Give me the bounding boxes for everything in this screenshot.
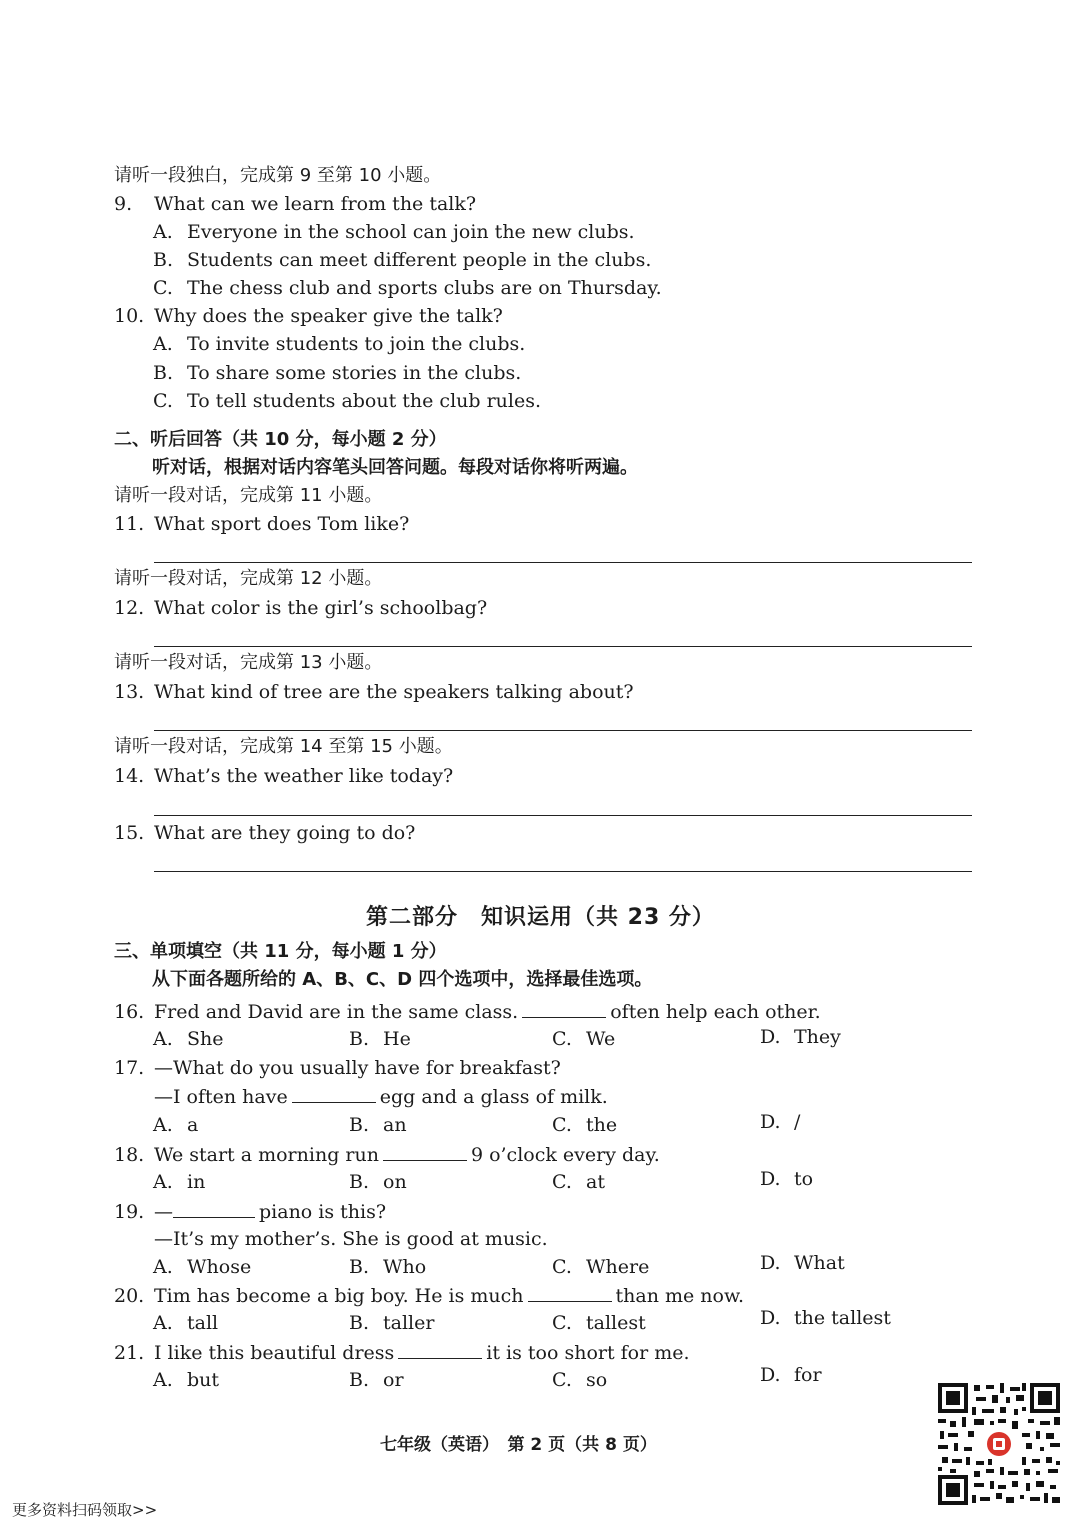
option-17a: A. a [153,1114,199,1136]
instruction-14-15: 请听一段对话，完成第 14 至第 15 小题。 [114,736,453,757]
question-21: 21. I like this beautiful dress it is too short for me. [114,1342,690,1364]
option-21c: C. so [552,1369,608,1391]
option-9a: A. Everyone in the school can join the new clubs. [153,221,635,243]
instruction-9-10: 请听一段独白，完成第 9 至第 10 小题。 [114,165,442,186]
option-18a: A. in [153,1171,206,1193]
fill-blank[interactable] [528,1283,612,1302]
fill-blank[interactable] [292,1084,376,1103]
option-20a: A. tall [153,1312,219,1334]
more-resources-link[interactable]: 更多资料扫码领取>> [12,1501,158,1519]
option-19c: C. Where [552,1256,650,1278]
option-9b: B. Students can meet different people in the clubs. [153,249,652,271]
option-16d: D. They [760,1026,841,1048]
option-19d: D. What [760,1252,845,1274]
option-18c: C. at [552,1171,605,1193]
qr-code-icon[interactable] [936,1381,1062,1507]
option-19b: B. Who [349,1256,427,1278]
section-3-instruction: 从下面各题所给的 A、B、C、D 四个选项中，选择最佳选项。 [152,969,653,990]
question-19: 19. — piano is this? [114,1201,387,1223]
option-16b: B. He [349,1028,411,1050]
question-17-line2: —I often have egg and a glass of milk. [154,1086,608,1108]
option-20c: C. tallest [552,1312,646,1334]
option-18b: B. on [349,1171,407,1193]
question-11: 11. What sport does Tom like? [114,513,410,535]
option-16c: C. We [552,1028,616,1050]
answer-line-11[interactable] [154,562,972,563]
section-3-heading: 三、单项填空（共 11 分，每小题 1 分） [114,941,447,962]
option-17d: D. / [760,1111,801,1133]
question-number: 9. [114,193,133,215]
fill-blank[interactable] [522,999,606,1018]
answer-line-14[interactable] [154,815,972,816]
question-17: 17. —What do you usually have for breakfast? [114,1057,561,1079]
option-10c: C. To tell students about the club rules. [153,390,542,412]
question-15: 15. What are they going to do? [114,822,416,844]
option-17c: C. the [552,1114,618,1136]
option-21d: D. for [760,1364,822,1386]
question-16: 16. Fred and David are in the same class. often help each other. [114,1001,821,1023]
instruction-11: 请听一段对话，完成第 11 小题。 [114,485,383,506]
question-20: 20. Tim has become a big boy. He is much than me now. [114,1285,745,1307]
option-20b: B. taller [349,1312,435,1334]
section-2-heading: 二、听后回答（共 10 分，每小题 2 分） [114,429,447,450]
question-text: Why does the speaker give the talk? [154,305,503,327]
page-footer: 七年级（英语） 第 2 页（共 8 页） [380,1435,657,1455]
option-21b: B. or [349,1369,404,1391]
option-10b: B. To share some stories in the clubs. [153,362,522,384]
fill-blank[interactable] [398,1340,482,1359]
option-17b: B. an [349,1114,407,1136]
option-16a: A. She [153,1028,224,1050]
question-18: 18. We start a morning run 9 o’clock every day. [114,1144,660,1166]
part-2-title: 第二部分 知识运用（共 23 分） [366,905,715,930]
question-19-line2: —It’s my mother’s. She is good at music. [154,1228,548,1250]
option-21a: A. but [153,1369,220,1391]
option-10a: A. To invite students to join the clubs. [153,333,526,355]
fill-blank[interactable] [383,1142,467,1161]
question-text: What can we learn from the talk? [154,193,477,215]
question-14: 14. What’s the weather like today? [114,765,454,787]
answer-line-15[interactable] [154,871,972,872]
answer-line-12[interactable] [154,646,972,647]
option-18d: D. to [760,1168,814,1190]
question-9 [114,192,476,216]
option-9c: C. The chess club and sports clubs are on Thursday. [153,277,662,299]
option-19a: A. Whose [153,1256,252,1278]
question-10 [114,304,503,328]
fill-blank[interactable] [173,1199,255,1218]
question-13: 13. What kind of tree are the speakers talking about? [114,681,634,703]
answer-line-13[interactable] [154,730,972,731]
question-number: 10. [114,305,145,327]
option-20d: D. the tallest [760,1307,891,1329]
instruction-13: 请听一段对话，完成第 13 小题。 [114,652,383,673]
section-2-instruction: 听对话，根据对话内容笔头回答问题。每段对话你将听两遍。 [152,457,638,478]
question-12: 12. What color is the girl’s schoolbag? [114,597,488,619]
instruction-12: 请听一段对话，完成第 12 小题。 [114,568,383,589]
